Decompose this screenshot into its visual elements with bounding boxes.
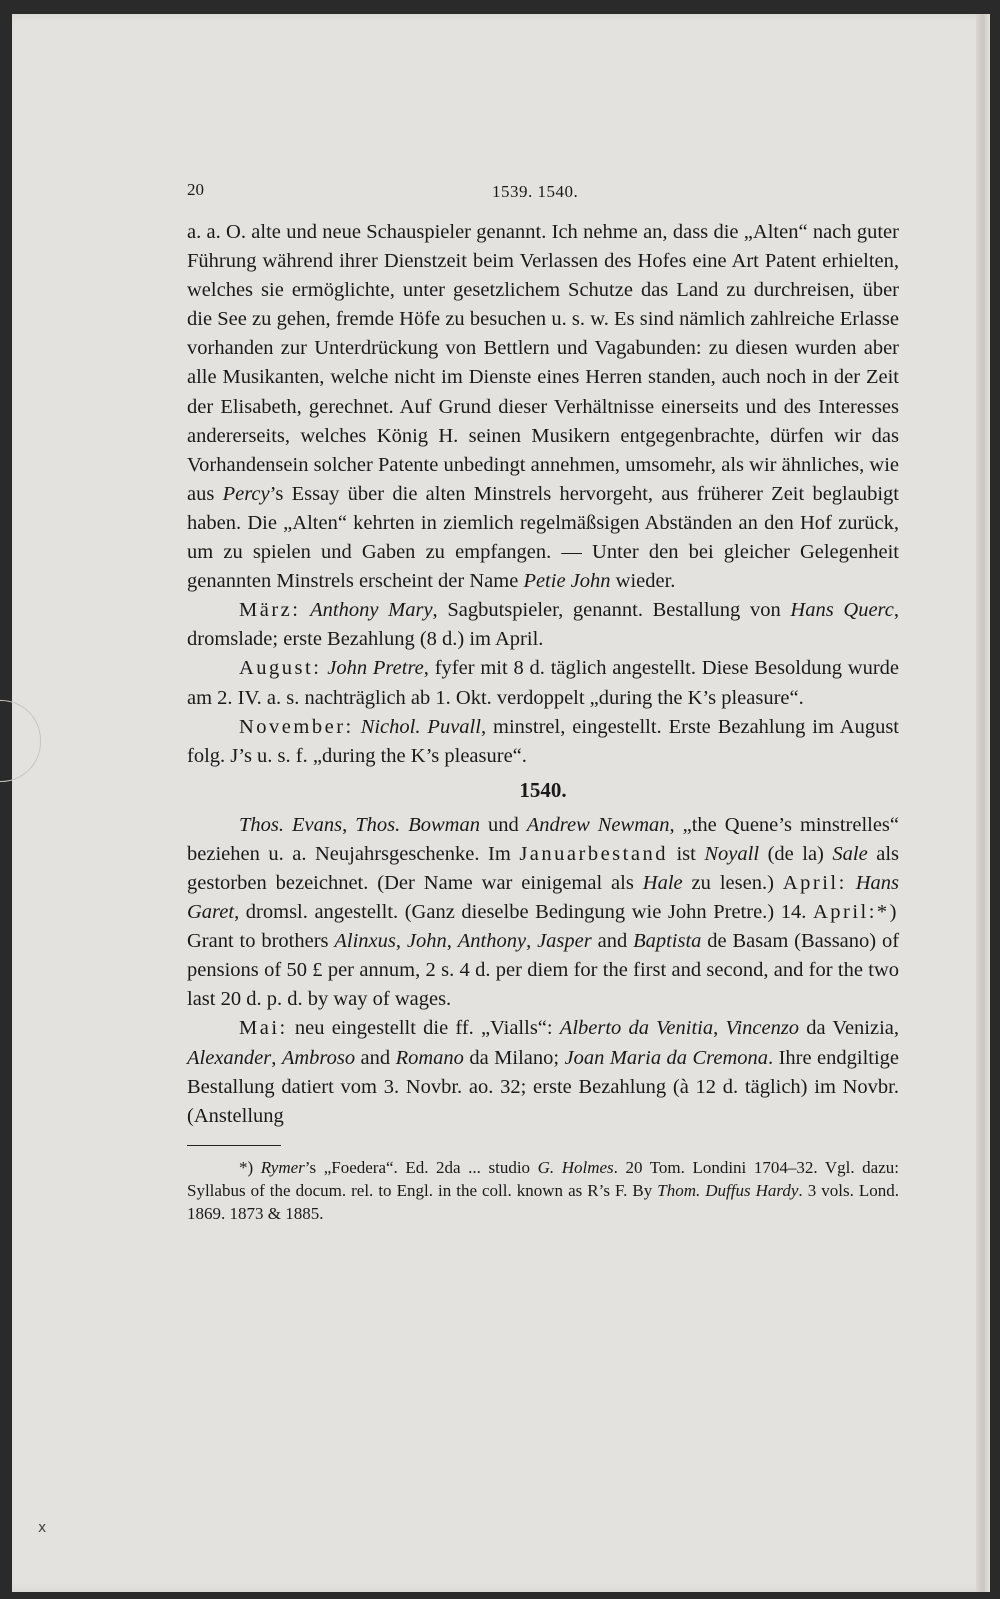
italic-name: Anthony Mary [310,599,433,622]
paragraph-mai [187,1014,899,1130]
italic-name: Jasper [537,930,592,953]
text: , [395,930,407,953]
text: und [480,813,527,836]
text: , [526,930,538,953]
text: and [591,930,634,953]
italic-name: Sale [832,842,868,865]
paragraph-1 [187,218,899,596]
text: , „the Quene’s minstrelles“ beziehen u. a. Neujahrsgeschenke. Im [187,813,900,865]
text: , Sagbutspieler, genannt. Bestallung von [432,599,791,622]
text: da Milano; [463,1046,565,1069]
text: , [713,1017,726,1040]
text: . 3 vols. Lond. 1869. 1873 & 1885. [187,1180,899,1223]
text: , dromslade; erste Bezahlung (8 d.) im April. [187,599,899,651]
footnote-rule [187,1145,281,1146]
italic-name: Hans Garet [187,871,900,924]
italic-name: Vincenzo [725,1017,800,1040]
text: , [271,1046,282,1069]
italic-name: Petie John [523,570,611,593]
text: zu lesen.) [682,871,783,894]
italic-name: Thos. Evans [239,813,343,836]
italic-name: Thom. Duffus Hardy [657,1180,799,1200]
italic-name: Andrew Newman [526,813,670,836]
italic-name: Noyall [704,842,760,865]
text: als gestorben bezeichnet. (Der Name war einigemal als [187,842,900,894]
italic-name: Alexander [187,1046,272,1069]
text: , minstrel, eingestellt. Erste Bezahlung im August folg. J’s u. s. f. „during the K’s pleasure“. [187,715,899,767]
text: Grant to brothers [187,930,335,953]
section-heading-1540: 1540. [519,777,567,802]
text: , [342,813,356,836]
month-label: April: [782,871,847,894]
month-label: März: [239,599,301,622]
text: . Ihre endgiltige Bestallung datiert vom 3. Novbr. ao. 32; erste Bezahlung (à 12 d. täglich) im Novbr. (Anstellung [187,1046,900,1127]
text: ist [667,842,705,865]
text: neu eingestellt die ff. „Vialls“: [287,1017,560,1040]
paragraph-1540 [187,811,899,1015]
italic-name: Anthony [457,930,527,953]
text: , fyfer mit 8 d. täglich angestellt. Diese Besoldung wurde am 2. IV. a. s. nachträglich ab 1. Okt. verdoppelt „during the K’s pleasure“. [187,657,900,709]
italic-name: John Pretre [327,657,424,680]
italic-name: Alberto da Venitia [559,1017,714,1040]
italic-name: Rymer [260,1157,305,1177]
italic-name: G. Holmes [537,1157,614,1177]
spaced-term: Januarbestand [519,842,668,865]
text: , dromsl. angestellt. (Ganz dieselbe Bedingung wie John Pretre.) 14. [234,901,813,924]
text: ’s Essay über die alten Minstrels hervorgeht, aus früherer Zeit beglaubigt haben. Die „Alten“ kehrten in ziemlich regelmäßsigen Abständen an den Hof zurück, um zu spielen und Gaben zu empfangen. — Unter den bei gleicher Gelegenheit genannten Minstrels erscheint der Name [187,482,899,593]
italic-name: Hale [642,871,683,894]
text: ’s „Foedera“. Ed. 2da ... studio [304,1157,538,1177]
italic-name: Alinxus [334,930,396,953]
text: *) [239,1157,261,1177]
month-label: August: [239,657,322,680]
text: wieder. [610,570,676,593]
italic-name: Percy [222,482,270,505]
italic-name: Hans Querc [790,599,894,622]
page-edge [976,14,990,1592]
italic-name: John [406,930,447,953]
paragraph-august [187,654,899,712]
text-block [187,180,899,1225]
month-label: April:*) [812,901,899,924]
running-title: 1539. 1540. [492,182,579,201]
running-head [187,180,899,218]
text: . 20 Tom. Londini 1704–32. Vgl. dazu: Syllabus of the docum. rel. to Engl. in the coll. known as R’s F. By [187,1157,899,1200]
footnote [187,1156,899,1225]
text: a. a. O. alte und neue Schauspieler genannt. Ich nehme an, dass die „Alten“ nach guter Führung während ihrer Dienstzeit beim Verlassen des Hofes eine Art Patent erhielten, welches sie ermöglichte, unter gesetzlichem Schutze das Land zu durchreisen, über die See zu gehen, fremde Höfe zu besuchen u. s. w. Es sind nämlich zahlreiche Erlasse vorhanden zur Unterdrückung von Bettlern und Vagabunden: zu diesen wurden aber alle Musikanten, welche nicht im Dienste eines Herren standen, auch noch in der Zeit der Elisabeth, gerechnet. Auf Grund dieser Verhältnisse einerseits und des Interesses andererseits, welches König H. seinen Musikern entgegenbrachte, dürfen wir das Vorhandensein solcher Patente unbedingt annehmen, umsomehr, als wir ähnliches, wie aus [187,221,899,505]
text: da Venizia, [799,1017,900,1040]
text: de Basam (Bassano) of pensions of 50 £ per annum, 2 s. 4 d. per diem for the first and second, and for the two last 20 d. p. d. by way of wages. [187,930,900,1011]
paragraph-november [187,713,899,771]
italic-name: Nichol. Puvall [360,715,481,738]
text: and [355,1046,396,1069]
text: , [446,930,458,953]
page-number: 20 [187,180,204,199]
italic-name: Ambroso [281,1046,356,1069]
text: (de la) [759,842,833,865]
italic-name: Romano [395,1046,464,1069]
month-label: Mai: [239,1017,288,1040]
margin-mark: x [38,1520,47,1536]
italic-name: Baptista [633,930,702,953]
italic-name: Joan Maria da Cremona [564,1046,769,1069]
month-label: November: [239,715,354,738]
paragraph-maerz [187,596,899,654]
italic-name: Thos. Bowman [355,813,480,836]
